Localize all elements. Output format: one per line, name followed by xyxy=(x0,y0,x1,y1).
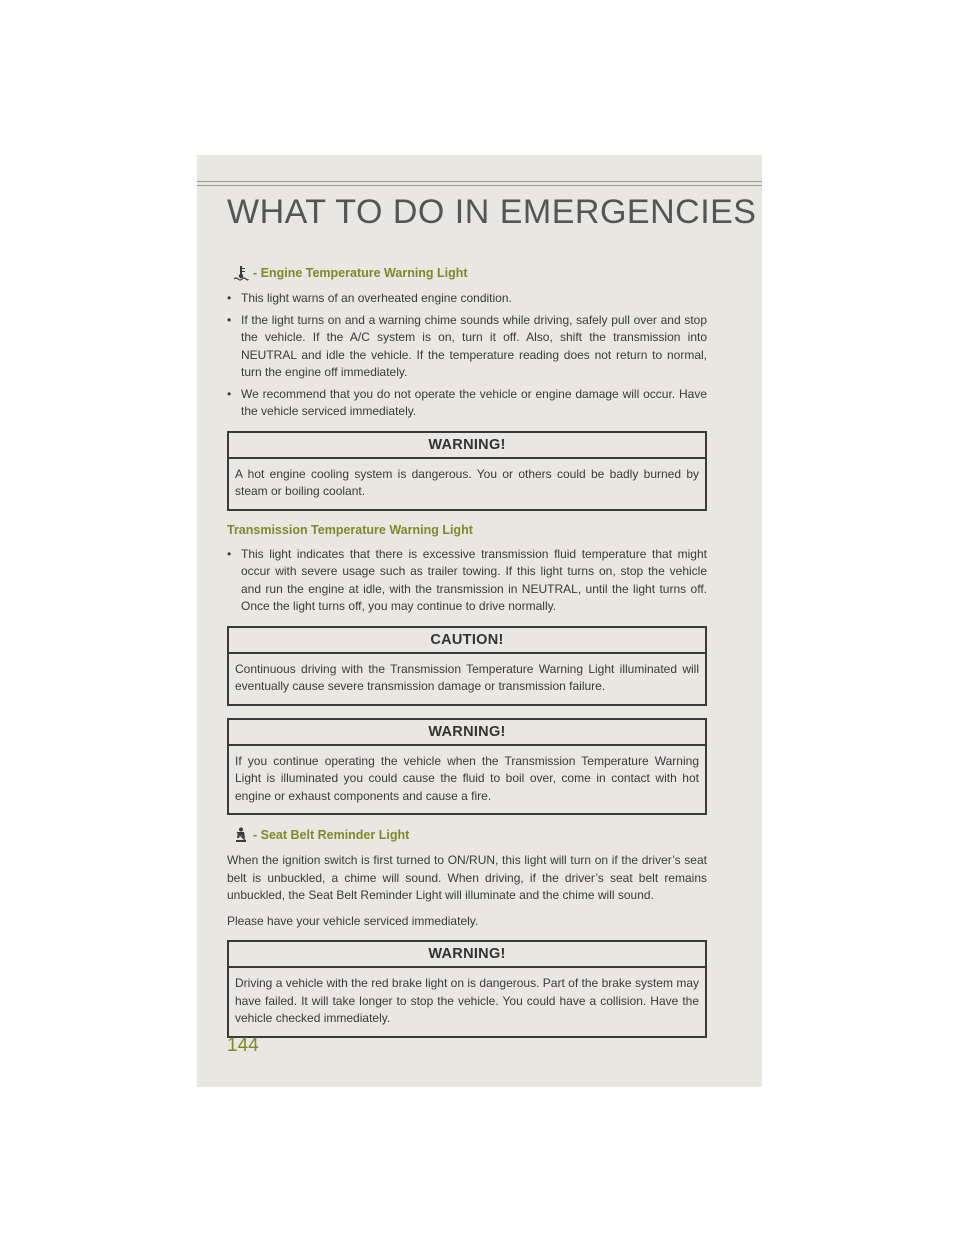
engine-temp-bullets xyxy=(227,290,707,421)
warning-box-hot-engine xyxy=(227,431,707,511)
warning-box-brake xyxy=(227,940,707,1038)
page-number: 144 xyxy=(227,1035,259,1056)
caution-box-transmission xyxy=(227,626,707,706)
warning-text: If you continue operating the vehicle when the Transmission Temperature Warning Light is illuminated you could cause the fluid to boil over, come in contact with hot engine or exhaust components and cause a fire. xyxy=(235,753,699,803)
transmission-temp-bullets xyxy=(227,546,707,616)
list-item: • If the light turns on and a warning chime sounds while driving, safely pull over and stop the vehicle. If the A/C system is on, turn it off. Also, shift the transmission into NEUTRAL and idle the vehicle. If the temperature reading does not return to normal, turn the engine off immediately. xyxy=(227,312,707,382)
engine-temp-heading xyxy=(227,265,707,281)
warning-text: Driving a vehicle with the red brake light on is dangerous. Part of the brake system may have failed. It will take longer to stop the vehicle. You could have a collision. Have the vehicle checked immediately. xyxy=(235,976,699,1025)
engine-temp-heading-text: - Engine Temperature Warning Light xyxy=(253,266,468,280)
page-title: WHAT TO DO IN EMERGENCIES xyxy=(227,193,757,231)
seat-belt-paragraph: Please have your vehicle serviced immediately. xyxy=(227,913,479,928)
warning-box-transmission xyxy=(227,718,707,816)
warning-title: WARNING! xyxy=(229,942,705,968)
caution-title: CAUTION! xyxy=(229,628,705,654)
list-item: • We recommend that you do not operate the vehicle or engine damage will occur. Have the vehicle serviced immediately. xyxy=(227,386,707,421)
caution-text: Continuous driving with the Transmission Temperature Warning Light illuminated will eventually cause severe transmission damage or transmission failure. xyxy=(235,661,699,693)
header-rule xyxy=(197,181,762,182)
list-item: • This light warns of an overheated engine condition. xyxy=(227,290,707,308)
seat-belt-paragraph: When the ignition switch is first turned to ON/RUN, this light will turn on if the driver’s seat belt is unbuckled, a chime will sound. When driving, if the driver’s seat belt remains unbuckled, the Seat Belt Reminder Light will illuminate and the chime will sound. xyxy=(227,853,707,902)
warning-title: WARNING! xyxy=(229,720,705,746)
engine-temperature-icon xyxy=(233,265,249,281)
manual-page xyxy=(197,155,762,1087)
seat-belt-icon xyxy=(233,827,249,843)
warning-text: A hot engine cooling system is dangerous. You or others could be badly burned by steam or boiling coolant. xyxy=(235,466,699,498)
list-item: • This light indicates that there is excessive transmission fluid temperature that might occur with severe usage such as trailer towing. If this light turns on, stop the vehicle and run the engine at idle, with the transmission in NEUTRAL, until the light turns off. Once the light turns off, you may continue to drive normally. xyxy=(227,546,707,616)
header-rule-secondary xyxy=(197,185,762,186)
transmission-temp-heading: Transmission Temperature Warning Light xyxy=(227,522,473,537)
seat-belt-heading-text: - Seat Belt Reminder Light xyxy=(253,828,410,842)
warning-title: WARNING! xyxy=(229,433,705,459)
seat-belt-heading xyxy=(227,827,707,843)
page-content xyxy=(227,265,707,1050)
